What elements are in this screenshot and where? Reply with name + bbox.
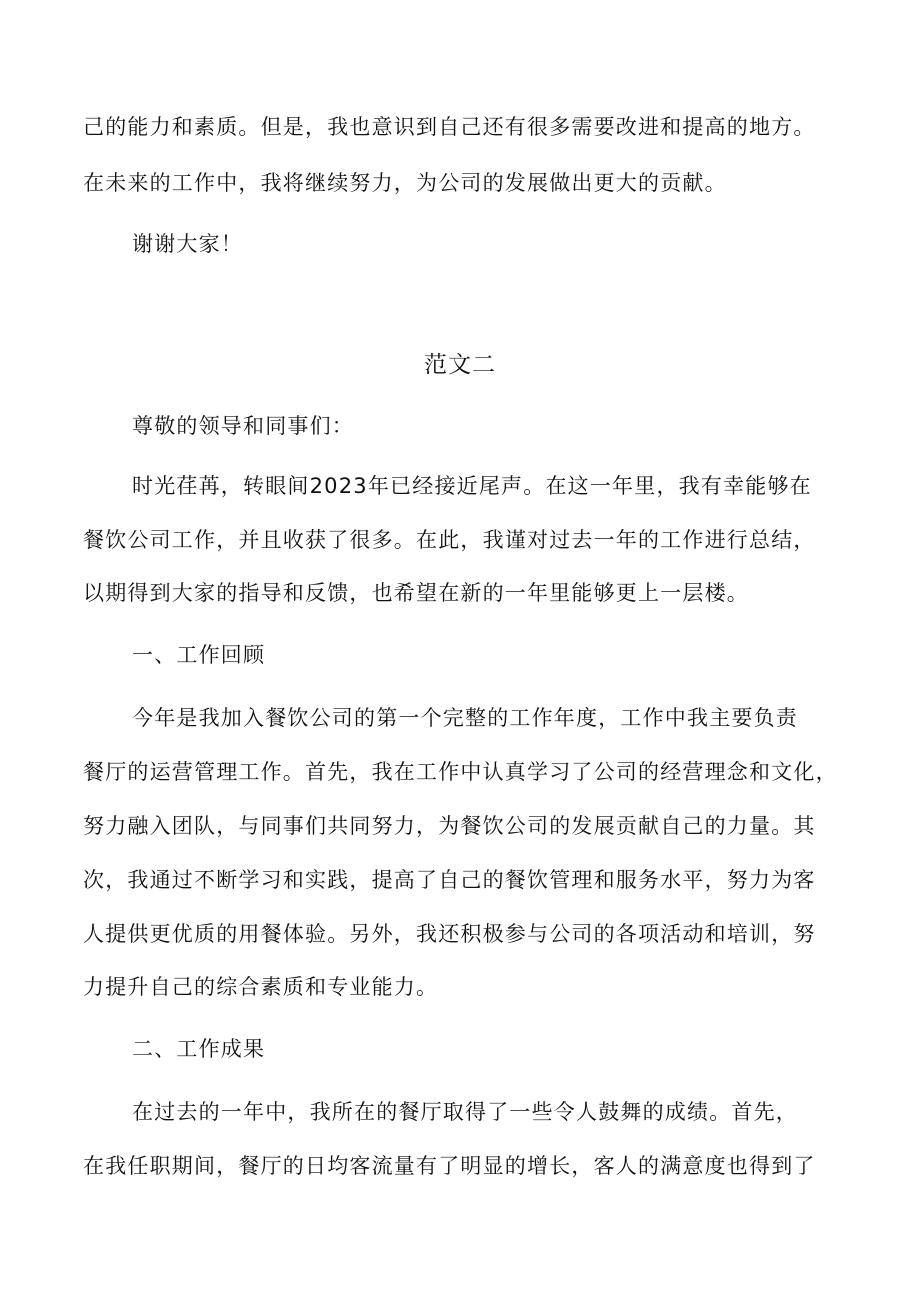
paragraph-line: 力提升自己的综合素质和专业能力。 (83, 975, 439, 999)
section-title: 范文二 (424, 352, 496, 378)
paragraph-line: 在我任职期间，餐厅的日均客流量有了明显的增长，客人的满意度也得到了 (83, 1154, 816, 1178)
paragraph-line: 餐厅的运营管理工作。首先，我在工作中认真学习了公司的经营理念和文化， (83, 760, 838, 784)
section-heading: 一、工作回顾 (132, 643, 266, 667)
paragraph-line: 今年是我加入餐饮公司的第一个完整的工作年度，工作中我主要负责 (132, 706, 798, 730)
salutation: 尊敬的领导和同事们： (132, 414, 354, 438)
paragraph-line: 以期得到大家的指导和反馈，也希望在新的一年里能够更上一层楼。 (83, 581, 749, 605)
paragraph-line: 人提供更优质的用餐体验。另外，我还积极参与公司的各项活动和培训，努 (83, 922, 816, 946)
section-heading: 二、工作成果 (132, 1037, 266, 1061)
paragraph-line: 努力融入团队，与同事们共同努力，为餐饮公司的发展贡献自己的力量。其 (83, 814, 816, 838)
body-line: 在未来的工作中，我将继续努力，为公司的发展做出更大的贡献。 (83, 171, 727, 195)
paragraph-line: 餐饮公司工作，并且收获了很多。在此，我谨对过去一年的工作进行总结， (83, 528, 816, 552)
paragraph-line: 时光荏苒，转眼间2023年已经接近尾声。在这一年里，我有幸能够在 (132, 474, 812, 498)
closing-thanks: 谢谢大家！ (132, 232, 243, 256)
paragraph-line: 次，我通过不断学习和实践，提高了自己的餐饮管理和服务水平，努力为客 (83, 868, 816, 892)
body-line: 己的能力和素质。但是，我也意识到自己还有很多需要改进和提高的地方。 (83, 115, 816, 139)
paragraph-line: 在过去的一年中，我所在的餐厅取得了一些令人鼓舞的成绩。首先， (132, 1100, 798, 1124)
